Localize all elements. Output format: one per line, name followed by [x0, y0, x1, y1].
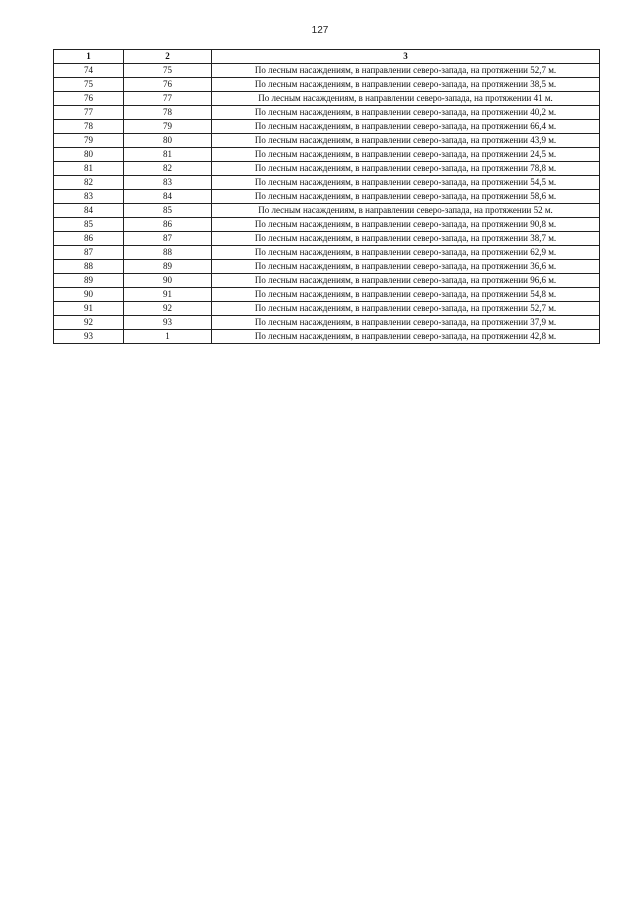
point-from-cell: 90: [54, 288, 124, 302]
point-from-cell: 74: [54, 64, 124, 78]
point-to-cell: 84: [124, 190, 212, 204]
segment-description-cell: По лесным насаждениям, в направлении северо-запада, на протяжении 90,8 м.: [212, 218, 600, 232]
point-to-cell: 1: [124, 330, 212, 344]
point-from-cell: 81: [54, 162, 124, 176]
segment-description-cell: По лесным насаждениям, в направлении северо-запада, на протяжении 52,7 м.: [212, 64, 600, 78]
column-header-3: 3: [212, 50, 600, 64]
table-row: [54, 218, 600, 232]
segment-description-cell: По лесным насаждениям, в направлении северо-запада, на протяжении 78,8 м.: [212, 162, 600, 176]
segment-description-cell: По лесным насаждениям, в направлении северо-запада, на протяжении 37,9 м.: [212, 316, 600, 330]
table-row: [54, 232, 600, 246]
point-from-cell: 88: [54, 260, 124, 274]
table-row: [54, 64, 600, 78]
point-from-cell: 75: [54, 78, 124, 92]
column-header-2: 2: [124, 50, 212, 64]
segment-description-cell: По лесным насаждениям, в направлении северо-запада, на протяжении 58,6 м.: [212, 190, 600, 204]
point-to-cell: 93: [124, 316, 212, 330]
point-to-cell: 92: [124, 302, 212, 316]
table-row: [54, 330, 600, 344]
point-from-cell: 80: [54, 148, 124, 162]
boundary-description-table: [53, 49, 600, 344]
segment-description-cell: По лесным насаждениям, в направлении северо-запада, на протяжении 54,8 м.: [212, 288, 600, 302]
table-row: [54, 288, 600, 302]
point-to-cell: 91: [124, 288, 212, 302]
point-from-cell: 79: [54, 134, 124, 148]
point-from-cell: 84: [54, 204, 124, 218]
table-header-row: [54, 50, 600, 64]
table-row: [54, 274, 600, 288]
table-row: [54, 246, 600, 260]
segment-description-cell: По лесным насаждениям, в направлении северо-запада, на протяжении 62,9 м.: [212, 246, 600, 260]
segment-description-cell: По лесным насаждениям, в направлении северо-запада, на протяжении 38,7 м.: [212, 232, 600, 246]
point-to-cell: 82: [124, 162, 212, 176]
table-row: [54, 120, 600, 134]
point-from-cell: 85: [54, 218, 124, 232]
table-row: [54, 106, 600, 120]
segment-description-cell: По лесным насаждениям, в направлении северо-запада, на протяжении 42,8 м.: [212, 330, 600, 344]
point-from-cell: 86: [54, 232, 124, 246]
segment-description-cell: По лесным насаждениям, в направлении северо-запада, на протяжении 40,2 м.: [212, 106, 600, 120]
table-row: [54, 176, 600, 190]
point-to-cell: 76: [124, 78, 212, 92]
point-to-cell: 86: [124, 218, 212, 232]
page-number: 127: [311, 25, 329, 36]
column-header-1: 1: [54, 50, 124, 64]
segment-description-cell: По лесным насаждениям, в направлении северо-запада, на протяжении 36,6 м.: [212, 260, 600, 274]
point-to-cell: 79: [124, 120, 212, 134]
point-from-cell: 92: [54, 316, 124, 330]
point-to-cell: 89: [124, 260, 212, 274]
point-to-cell: 87: [124, 232, 212, 246]
segment-description-cell: По лесным насаждениям, в направлении северо-запада, на протяжении 38,5 м.: [212, 78, 600, 92]
point-to-cell: 75: [124, 64, 212, 78]
table-row: [54, 92, 600, 106]
table-row: [54, 204, 600, 218]
table-row: [54, 162, 600, 176]
table-row: [54, 134, 600, 148]
table-row: [54, 148, 600, 162]
point-from-cell: 77: [54, 106, 124, 120]
point-from-cell: 83: [54, 190, 124, 204]
table-row: [54, 302, 600, 316]
point-to-cell: 78: [124, 106, 212, 120]
table-row: [54, 260, 600, 274]
point-to-cell: 83: [124, 176, 212, 190]
segment-description-cell: По лесным насаждениям, в направлении северо-запада, на протяжении 96,6 м.: [212, 274, 600, 288]
point-from-cell: 87: [54, 246, 124, 260]
point-to-cell: 88: [124, 246, 212, 260]
segment-description-cell: По лесным насаждениям, в направлении северо-запада, на протяжении 54,5 м.: [212, 176, 600, 190]
table-row: [54, 78, 600, 92]
table-row: [54, 190, 600, 204]
segment-description-cell: По лесным насаждениям, в направлении северо-запада, на протяжении 24,5 м.: [212, 148, 600, 162]
point-from-cell: 78: [54, 120, 124, 134]
table-header: [54, 50, 600, 64]
point-from-cell: 89: [54, 274, 124, 288]
point-from-cell: 91: [54, 302, 124, 316]
table-body: [54, 64, 600, 344]
point-from-cell: 93: [54, 330, 124, 344]
point-to-cell: 77: [124, 92, 212, 106]
point-to-cell: 90: [124, 274, 212, 288]
segment-description-cell: По лесным насаждениям, в направлении северо-запада, на протяжении 43,9 м.: [212, 134, 600, 148]
point-to-cell: 80: [124, 134, 212, 148]
segment-description-cell: По лесным насаждениям, в направлении северо-запада, на протяжении 41 м.: [212, 92, 600, 106]
point-to-cell: 85: [124, 204, 212, 218]
segment-description-cell: По лесным насаждениям, в направлении северо-запада, на протяжении 52 м.: [212, 204, 600, 218]
point-from-cell: 82: [54, 176, 124, 190]
point-to-cell: 81: [124, 148, 212, 162]
segment-description-cell: По лесным насаждениям, в направлении северо-запада, на протяжении 52,7 м.: [212, 302, 600, 316]
segment-description-cell: По лесным насаждениям, в направлении северо-запада, на протяжении 66,4 м.: [212, 120, 600, 134]
table-row: [54, 316, 600, 330]
point-from-cell: 76: [54, 92, 124, 106]
